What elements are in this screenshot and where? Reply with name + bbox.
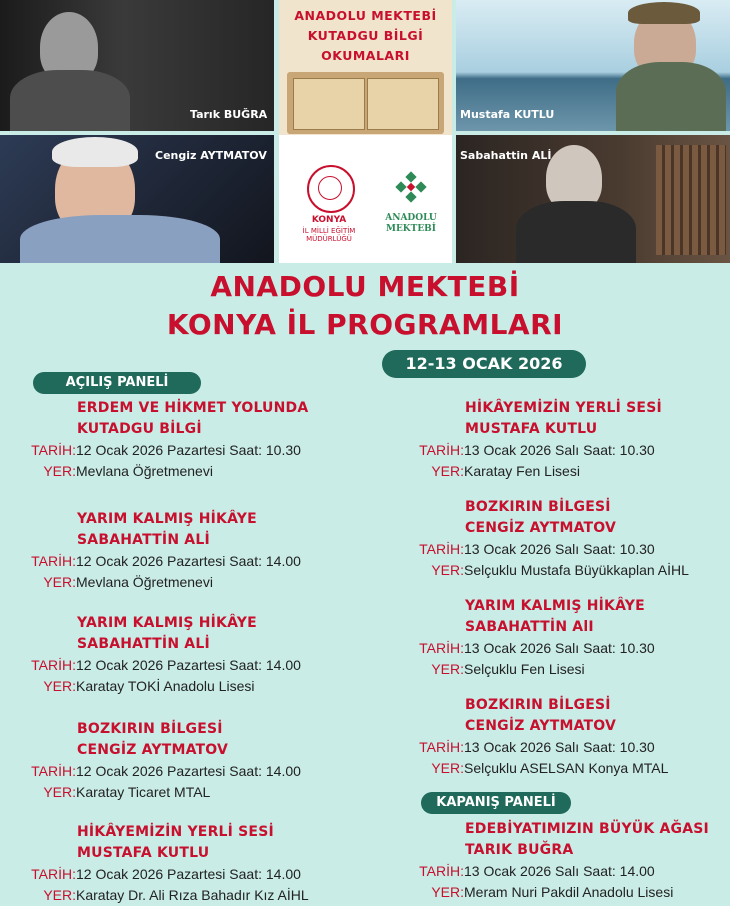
program-date: 13 Ocak 2026 Salı Saat: 14.00 xyxy=(464,863,655,879)
portrait-cap xyxy=(628,2,700,24)
meb-seal-icon xyxy=(307,165,355,213)
portrait-body xyxy=(516,201,636,263)
tarih-label: TARİH: xyxy=(419,541,464,557)
program-date-row xyxy=(418,737,730,758)
program-item xyxy=(30,613,370,697)
program-date: 13 Ocak 2026 Salı Saat: 10.30 xyxy=(464,442,655,458)
program-title-line2: SABAHATTİN ALİ xyxy=(77,636,210,652)
program-title xyxy=(77,719,370,761)
program-title-line1: YARIM KALMIŞ HİKÂYE xyxy=(465,598,645,614)
program-date-row xyxy=(30,864,370,885)
program-title-line2: TARIK BUĞRA xyxy=(465,842,574,858)
program-title-line1: YARIM KALMIŞ HİKÂYE xyxy=(77,615,257,631)
program-title xyxy=(77,398,370,440)
logo-am-line1: ANADOLU xyxy=(385,213,437,223)
yer-label: YER: xyxy=(43,887,76,903)
date-badge: 12-13 OCAK 2026 xyxy=(382,350,586,378)
program-title-line1: BOZKIRIN BİLGESİ xyxy=(465,697,611,713)
book-title-line2: KUTADGU BİLGİ xyxy=(307,28,424,43)
program-title xyxy=(77,509,370,551)
program-date: 12 Ocak 2026 Pazartesi Saat: 14.00 xyxy=(76,866,301,882)
program-place-row xyxy=(418,758,730,779)
program-date-row xyxy=(30,440,370,461)
yer-label: YER: xyxy=(431,661,464,677)
program-title xyxy=(465,596,730,638)
program-place: Karatay Fen Lisesi xyxy=(464,463,580,479)
yer-label: YER: xyxy=(431,562,464,578)
program-title-line1: ERDEM VE HİKMET YOLUNDA xyxy=(77,400,309,416)
program-title-line2: MUSTAFA KUTLU xyxy=(77,845,210,861)
anadolu-mektebi-logo-icon xyxy=(391,171,431,211)
program-title-line2: SABAHATTİN AlI xyxy=(465,619,594,635)
program-place: Karatay TOKİ Anadolu Lisesi xyxy=(76,678,255,694)
program-place-row xyxy=(30,461,370,482)
photo-mustafa-kutlu xyxy=(456,0,730,131)
photo-cengiz-aytmatov xyxy=(0,135,274,263)
program-date: 12 Ocak 2026 Pazartesi Saat: 14.00 xyxy=(76,763,301,779)
program-title-line2: MUSTAFA KUTLU xyxy=(465,421,598,437)
tarih-label: TARİH: xyxy=(31,553,76,569)
program-place: Mevlana Öğretmenevi xyxy=(76,574,213,590)
opening-panel-badge: AÇILIŞ PANELİ xyxy=(33,372,201,394)
program-title-line1: BOZKIRIN BİLGESİ xyxy=(465,499,611,515)
program-title-line1: HİKÂYEMİZİN YERLİ SESİ xyxy=(77,824,274,840)
program-date-row xyxy=(418,861,730,882)
program-place-row xyxy=(30,676,370,697)
program-title xyxy=(465,497,730,539)
institution-logos xyxy=(279,135,452,263)
program-place: Selçuklu Fen Lisesi xyxy=(464,661,585,677)
logo-mem: İL MİLLİ EĞİTİM MÜDÜRLÜĞÜ xyxy=(302,227,356,243)
program-date-row xyxy=(418,539,730,560)
program-date-row xyxy=(418,440,730,461)
program-title-line1: YARIM KALMIŞ HİKÂYE xyxy=(77,511,257,527)
program-title xyxy=(77,613,370,655)
main-title-line2: KONYA İL PROGRAMLARI xyxy=(166,308,564,341)
program-item xyxy=(418,819,730,903)
program-title-line1: EDEBİYATIMIZIN BÜYÜK AĞASI xyxy=(465,821,709,837)
program-place: Karatay Ticaret MTAL xyxy=(76,784,211,800)
program-place: Karatay Dr. Ali Rıza Bahadır Kız AİHL xyxy=(76,887,309,903)
program-title-line2: CENGİZ AYTMATOV xyxy=(465,520,617,536)
yer-label: YER: xyxy=(431,884,464,900)
program-title-line2: CENGİZ AYTMATOV xyxy=(465,718,617,734)
logo-anadolu-mektebi xyxy=(383,213,439,235)
program-title xyxy=(77,822,370,864)
kutadgu-bilgi-book-image xyxy=(279,0,452,135)
program-place: Selçuklu Mustafa Büyükkaplan AİHL xyxy=(464,562,689,578)
program-title-line2: CENGİZ AYTMATOV xyxy=(77,742,229,758)
program-item xyxy=(30,822,370,906)
caption-ali: Sabahattin ALİ xyxy=(460,149,552,162)
program-title-line1: BOZKIRIN BİLGESİ xyxy=(77,721,223,737)
program-date-row xyxy=(30,551,370,572)
yer-label: YER: xyxy=(431,760,464,776)
program-place-row xyxy=(418,882,730,903)
tarih-label: TARİH: xyxy=(419,863,464,879)
bookshelf xyxy=(656,145,726,255)
book-title-line3: OKUMALARI xyxy=(321,48,410,63)
program-item xyxy=(30,398,370,482)
program-date-row xyxy=(30,655,370,676)
caption-kutlu: Mustafa KUTLU xyxy=(460,108,555,121)
program-item xyxy=(418,596,730,680)
program-date: 13 Ocak 2026 Salı Saat: 10.30 xyxy=(464,541,655,557)
program-title-line2: KUTADGU BİLGİ xyxy=(77,421,202,437)
program-date: 13 Ocak 2026 Salı Saat: 10.30 xyxy=(464,640,655,656)
program-place: Meram Nuri Pakdil Anadolu Lisesi xyxy=(464,884,674,900)
program-title xyxy=(465,398,730,440)
program-place: Mevlana Öğretmenevi xyxy=(76,463,213,479)
program-place-row xyxy=(30,572,370,593)
main-title-line1: ANADOLU MEKTEBİ xyxy=(210,270,520,303)
portrait-body xyxy=(20,215,220,263)
program-date-row xyxy=(418,638,730,659)
tarih-label: TARİH: xyxy=(419,442,464,458)
yer-label: YER: xyxy=(43,784,76,800)
program-place-row xyxy=(418,560,730,581)
tarih-label: TARİH: xyxy=(419,739,464,755)
closing-panel-badge: KAPANIŞ PANELİ xyxy=(421,792,571,814)
yer-label: YER: xyxy=(43,574,76,590)
tarih-label: TARİH: xyxy=(31,763,76,779)
yer-label: YER: xyxy=(431,463,464,479)
manuscript-pages xyxy=(287,72,444,134)
program-date: 12 Ocak 2026 Pazartesi Saat: 14.00 xyxy=(76,553,301,569)
caption-aytmatov: Cengiz AYTMATOV xyxy=(155,149,267,162)
tarih-label: TARİH: xyxy=(31,866,76,882)
tarih-label: TARİH: xyxy=(31,442,76,458)
yer-label: YER: xyxy=(43,678,76,694)
photo-tarik-bugra xyxy=(0,0,274,131)
yer-label: YER: xyxy=(43,463,76,479)
program-item xyxy=(418,398,730,482)
program-item xyxy=(30,719,370,803)
manuscript-page-right xyxy=(367,78,439,130)
program-title xyxy=(465,695,730,737)
program-place: Selçuklu ASELSAN Konya MTAL xyxy=(464,760,669,776)
caption-bugra: Tarık BUĞRA xyxy=(190,108,268,121)
program-date-row xyxy=(30,761,370,782)
portrait-body xyxy=(616,62,726,131)
book-title-line1: ANADOLU MEKTEBİ xyxy=(294,8,437,23)
portrait-hair xyxy=(52,137,138,167)
program-place-row xyxy=(418,659,730,680)
portrait-body xyxy=(10,70,130,131)
program-item xyxy=(418,497,730,581)
photo-sabahattin-ali xyxy=(456,135,730,263)
program-date: 13 Ocak 2026 Salı Saat: 10.30 xyxy=(464,739,655,755)
tarih-label: TARİH: xyxy=(31,657,76,673)
program-place-row xyxy=(30,782,370,803)
program-title xyxy=(465,819,730,861)
logo-am-line2: MEKTEBİ xyxy=(385,224,437,234)
program-place-row xyxy=(30,885,370,906)
program-title-line2: SABAHATTİN ALİ xyxy=(77,532,210,548)
program-place-row xyxy=(418,461,730,482)
manuscript-page-left xyxy=(293,78,365,130)
program-item xyxy=(30,509,370,593)
program-date: 12 Ocak 2026 Pazartesi Saat: 14.00 xyxy=(76,657,301,673)
program-date: 12 Ocak 2026 Pazartesi Saat: 10.30 xyxy=(76,442,301,458)
tarih-label: TARİH: xyxy=(419,640,464,656)
program-title-line1: HİKÂYEMİZİN YERLİ SESİ xyxy=(465,400,662,416)
program-item xyxy=(418,695,730,779)
logo-konya: KONYA xyxy=(311,215,347,225)
